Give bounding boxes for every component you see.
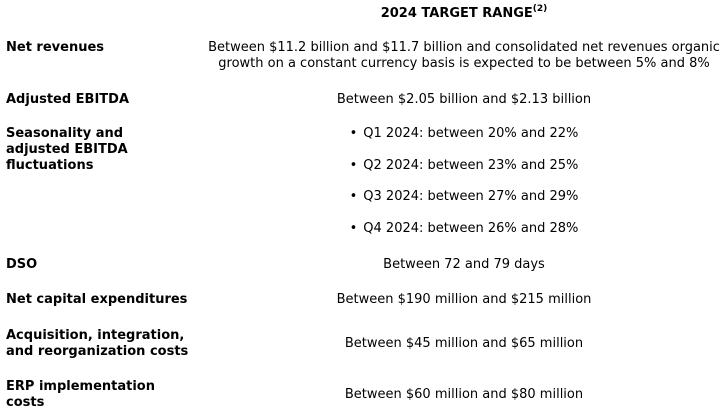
row-label-dso: DSO: [6, 257, 38, 272]
row-value-adjusted-ebitda: Between $2.05 billion and $2.13 billion: [336, 92, 592, 107]
label-line: ERP implementation: [6, 379, 155, 394]
row-label-seasonality: [6, 126, 201, 174]
label-line: fluctuations: [6, 158, 94, 173]
label-line: Acquisition, integration,: [6, 328, 185, 343]
row-value-acquisition-costs: Between $45 million and $65 million: [344, 336, 584, 351]
row-value-net-capex: Between $190 million and $215 million: [336, 292, 592, 307]
label-line: costs: [6, 395, 45, 410]
bullet-text: Q3 2024: between 27% and 29%: [363, 189, 579, 204]
label-line: and reorganization costs: [6, 344, 189, 359]
seasonality-bullet-q2: [205, 158, 723, 174]
row-value-erp-costs: Between $60 million and $80 million: [344, 387, 584, 402]
seasonality-bullet-q4: [205, 221, 723, 237]
value-line: growth on a constant currency basis is expected to be between 5% and 8%: [218, 56, 710, 71]
bullet-text: Q1 2024: between 20% and 22%: [363, 126, 579, 141]
seasonality-bullet-q3: [205, 189, 723, 205]
seasonality-bullet-q1: [205, 126, 723, 142]
bullet-text: Q4 2024: between 26% and 28%: [363, 221, 579, 236]
row-label-erp-costs: [6, 379, 201, 411]
target-range-header: [205, 4, 723, 21]
row-label-acquisition-costs: [6, 328, 201, 360]
label-line: adjusted EBITDA: [6, 142, 128, 157]
bullet-text: Q2 2024: between 23% and 25%: [363, 158, 579, 173]
row-value-net-revenues: [205, 40, 723, 72]
row-label-net-capex: Net capital expenditures: [6, 292, 188, 307]
row-label-net-revenues: Net revenues: [6, 40, 105, 55]
row-label-adjusted-ebitda: Adjusted EBITDA: [6, 92, 130, 107]
value-line: Between $11.2 billion and $11.7 billion and consolidated net revenues organic: [208, 40, 720, 55]
header-footnote-mark: (2): [532, 4, 548, 14]
row-value-dso: Between 72 and 79 days: [383, 257, 545, 272]
label-line: Seasonality and: [6, 126, 124, 141]
header-title: 2024 TARGET RANGE: [380, 6, 533, 21]
